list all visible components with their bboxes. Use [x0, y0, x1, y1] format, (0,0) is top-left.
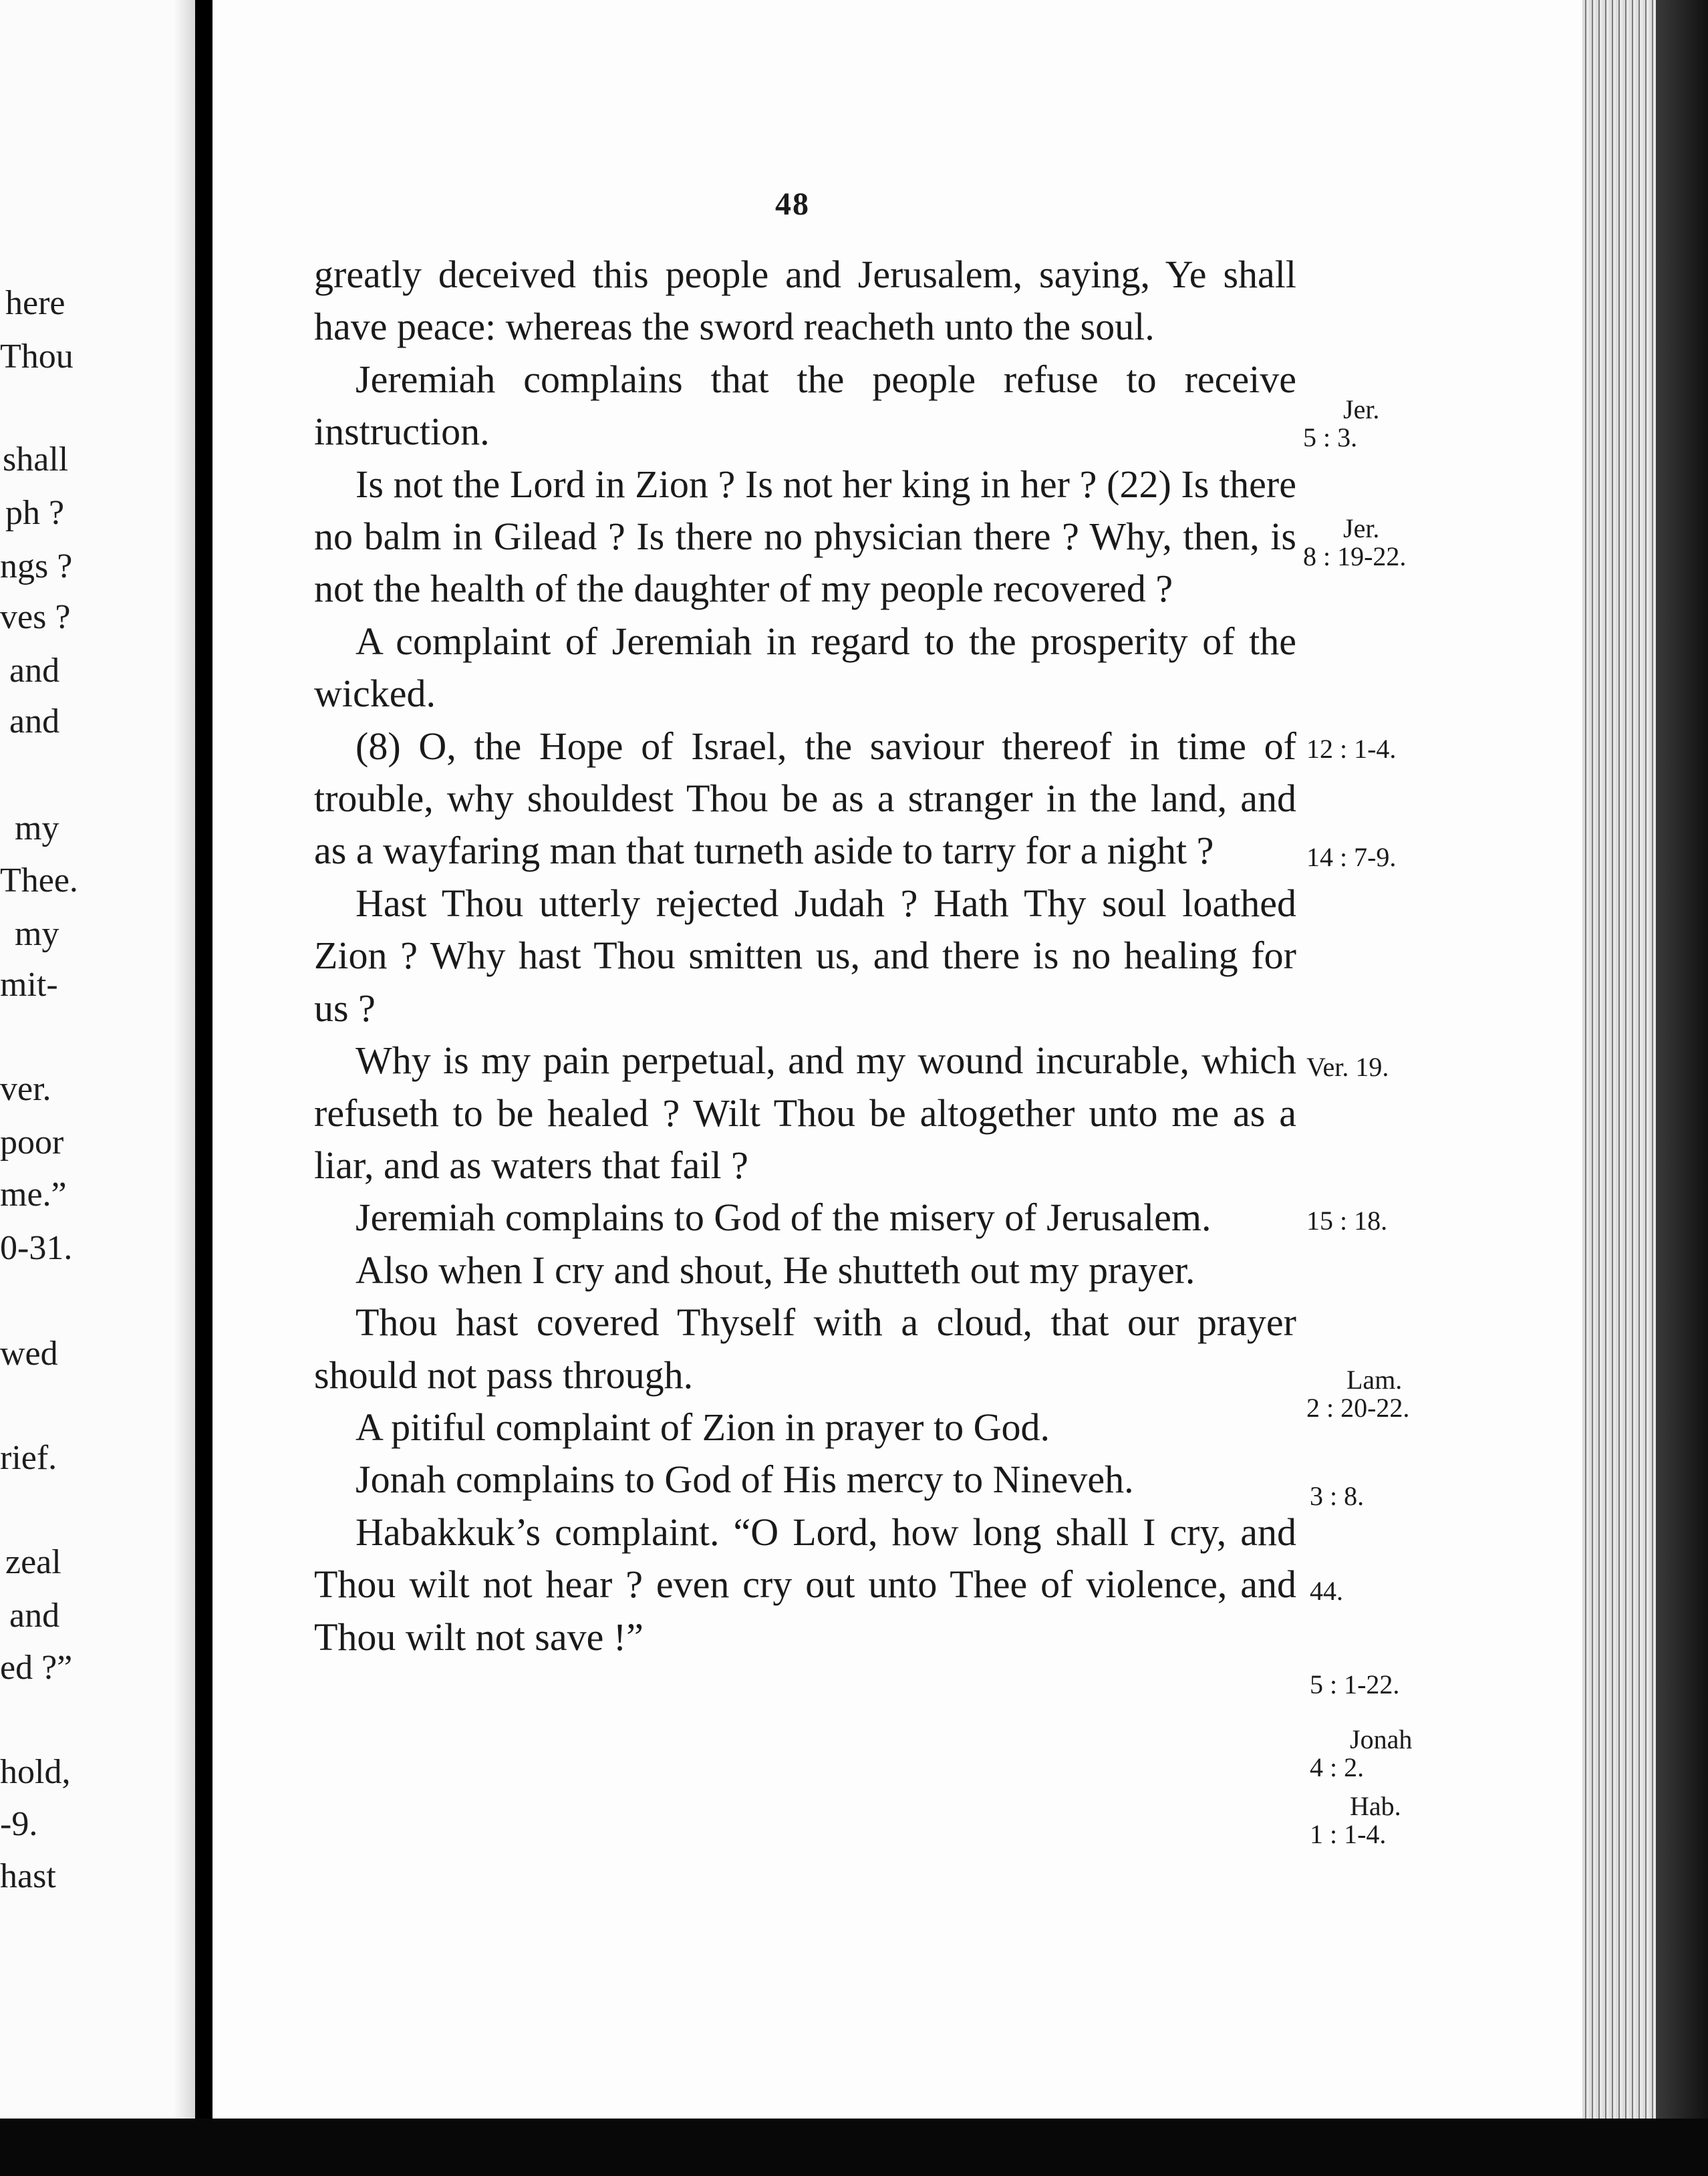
reference-verse: 12 : 1-4.	[1306, 734, 1397, 764]
margin-reference	[1303, 515, 1406, 571]
left-fragment: Thou	[0, 337, 74, 376]
reference-verse: 8 : 19-22.	[1303, 541, 1407, 571]
left-fragment: ves ?	[0, 598, 71, 636]
reference-verse: Ver. 19.	[1306, 1052, 1389, 1082]
left-fragment: hast	[0, 1857, 56, 1895]
margin-reference	[1310, 1671, 1399, 1699]
reference-verse: 44.	[1310, 1576, 1343, 1606]
margin-reference	[1310, 1577, 1343, 1605]
left-page	[0, 0, 200, 2122]
reference-book: Hab.	[1350, 1791, 1401, 1821]
paragraph: (8) O, the Hope of Israel, the saviour thereof in time of trouble, why shouldest Thou be as a stranger in the land, and as a wayfaring man that turneth aside to tarry for a night ?	[314, 724, 1296, 873]
book-cover-edge	[1656, 0, 1708, 2176]
left-fragment: and	[9, 652, 60, 690]
left-fragment: ngs ?	[0, 547, 73, 585]
paragraph: Habakkuk’s complaint. “O Lord, how long shall I cry, and Thou wilt not hear ? even cry out unto Thee of violence, and Thou wilt not save !”	[314, 1510, 1296, 1659]
margin-reference	[1310, 1482, 1364, 1510]
paragraph: A complaint of Jeremiah in regard to the prosperity of the wicked.	[314, 619, 1296, 716]
left-fragment: ed ?”	[0, 1649, 73, 1687]
left-fragment: hold,	[0, 1753, 71, 1791]
left-fragment: ph ?	[5, 494, 65, 532]
left-fragment: mit-	[0, 966, 58, 1004]
reference-verse: 1 : 1-4.	[1310, 1819, 1387, 1849]
left-fragment: shall	[3, 440, 69, 479]
margin-reference	[1310, 1726, 1412, 1782]
reference-book: Lam.	[1346, 1365, 1403, 1395]
left-fragment: poor	[0, 1123, 64, 1162]
paragraph: Is not the Lord in Zion ? Is not her king in her ? (22) Is there no balm in Gilead ? Is there no physician there ? Why, then, is not the health of the daughter of my people recovered ?	[314, 462, 1296, 611]
reference-book: Jer.	[1343, 394, 1380, 424]
paragraph: Why is my pain perpetual, and my wound incurable, which refuseth to be healed ? Wilt Thou be altogether unto me as a liar, and as waters that fail ?	[314, 1039, 1296, 1187]
reference-verse: 14 : 7-9.	[1306, 842, 1397, 872]
margin-reference	[1306, 1366, 1409, 1422]
left-fragment: my	[15, 809, 59, 847]
reference-book: Jonah	[1350, 1724, 1413, 1754]
reference-verse: 4 : 2.	[1310, 1752, 1365, 1782]
paragraph: Thou hast covered Thyself with a cloud, that our prayer should not pass through.	[314, 1301, 1296, 1397]
left-fragment: and	[9, 1597, 60, 1635]
bottom-shadow	[0, 2119, 1708, 2176]
page-number: 48	[775, 186, 810, 222]
paragraph: Jonah complains to God of His mercy to Nineveh.	[355, 1458, 1134, 1502]
paragraph: greatly deceived this people and Jerusalem, saying, Ye shall have peace: whereas the sword reacheth unto the soul.	[314, 253, 1296, 349]
reference-verse: 3 : 8.	[1310, 1481, 1365, 1511]
margin-reference	[1306, 1053, 1389, 1081]
margin-reference	[1306, 843, 1396, 871]
left-fragment: 0-31.	[0, 1229, 73, 1267]
page-body	[314, 249, 1296, 1663]
paragraph: Also when I cry and shout, He shutteth out my prayer.	[355, 1248, 1195, 1292]
reference-verse: 5 : 1-22.	[1310, 1669, 1400, 1699]
margin-reference	[1303, 396, 1379, 452]
reference-verse: 2 : 20-22.	[1306, 1393, 1410, 1423]
margin-reference	[1306, 735, 1396, 763]
left-fragment: here	[5, 284, 65, 322]
paragraph: A pitiful complaint of Zion in prayer to God.	[355, 1405, 1050, 1449]
margin-reference	[1310, 1792, 1401, 1849]
margin-reference	[1306, 1207, 1387, 1235]
reference-book: Jer.	[1343, 513, 1380, 543]
paragraph: Hast Thou utterly rejected Judah ? Hath Thy soul loathed Zion ? Why hast Thou smitten us, and there is no healing for us ?	[314, 881, 1296, 1030]
reference-verse: 15 : 18.	[1306, 1206, 1388, 1236]
left-fragment: and	[9, 702, 60, 740]
left-fragment: rief.	[0, 1439, 57, 1477]
left-fragment: wed	[0, 1335, 58, 1373]
reference-verse: 5 : 3.	[1303, 422, 1358, 452]
left-fragment: my	[15, 915, 59, 953]
left-fragment: ver.	[0, 1070, 51, 1108]
paragraph: Jeremiah complains that the people refuse to receive instruction.	[314, 357, 1296, 454]
page-edges	[1582, 0, 1656, 2176]
paragraph: Jeremiah complains to God of the misery of Jerusalem.	[355, 1196, 1212, 1240]
left-fragment: zeal	[5, 1543, 61, 1581]
left-fragment: -9.	[0, 1805, 38, 1843]
left-fragment: Thee.	[0, 861, 78, 900]
left-fragment: me.”	[0, 1176, 67, 1214]
